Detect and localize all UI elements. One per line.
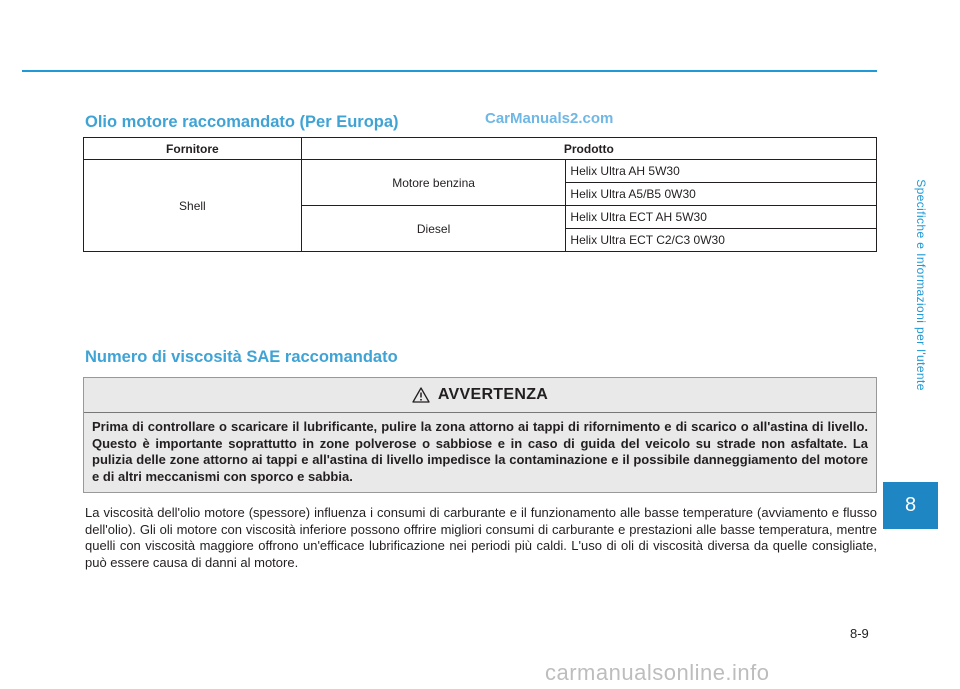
chapter-tab: 8 — [883, 482, 938, 529]
oil-table — [83, 137, 877, 252]
table-header-row — [84, 138, 877, 160]
warning-triangle-icon — [412, 387, 430, 403]
table-row — [84, 160, 877, 183]
chapter-side-label — [906, 95, 936, 475]
top-rule — [22, 70, 877, 72]
product-cell: Helix Ultra AH 5W30 — [566, 160, 877, 183]
warning-header — [84, 378, 876, 413]
product-cell: Helix Ultra ECT AH 5W30 — [566, 206, 877, 229]
warning-box — [83, 377, 877, 493]
page-number: 8-9 — [850, 626, 869, 641]
chapter-side-label-text: Specifiche e Informazioni per l'utente — [914, 179, 929, 391]
warning-title: AVVERTENZA — [437, 386, 549, 403]
header-supplier: Fornitore — [84, 138, 302, 160]
header-product: Prodotto — [301, 138, 876, 160]
sae-section-title: Numero di viscosità SAE raccomandato — [85, 348, 398, 366]
product-cell: Helix Ultra A5/B5 0W30 — [566, 183, 877, 206]
viscosity-paragraph: La viscosità dell'olio motore (spessore) influenza i consumi di carburante e il funzionamento alle basse temperature (avviamento e flusso dell'olio). Gli oli motore con viscosità inferiore possono offrire migliori consumi di carburante e prestazioni alle basse temperatura, mentre quelli con viscosità maggiore offrono un'efficace lubrificazione nei periodi più caldi. L'uso di oli di viscosità diversa da quelle consigliate, può essere causa di danni al motore. — [85, 505, 877, 570]
supplier-cell: Shell — [84, 160, 302, 252]
engine-type-cell: Diesel — [301, 206, 566, 252]
warning-text: Prima di controllare o scaricare il lubrificante, pulire la zona attorno ai tappi di rifornimento e di scarico o all'astina di livello. Questo è importante soprattutto in zone polverose o sabbiose e in caso di guida del veicolo su strade non asfaltate. La pulizia delle zone attorno ai tappi e all'astina di livello impedisce la contaminazione e il possibile danneggiamento del motore e di altri meccanismi con sporco e sabbia. — [92, 419, 868, 484]
product-cell: Helix Ultra ECT C2/C3 0W30 — [566, 229, 877, 252]
watermark-bottom: carmanualsonline.info — [545, 660, 770, 685]
watermark-top: CarManuals2.com — [485, 110, 614, 127]
engine-type-cell: Motore benzina — [301, 160, 566, 206]
oil-section-title: Olio motore raccomandato (Per Europa) — [85, 113, 399, 131]
